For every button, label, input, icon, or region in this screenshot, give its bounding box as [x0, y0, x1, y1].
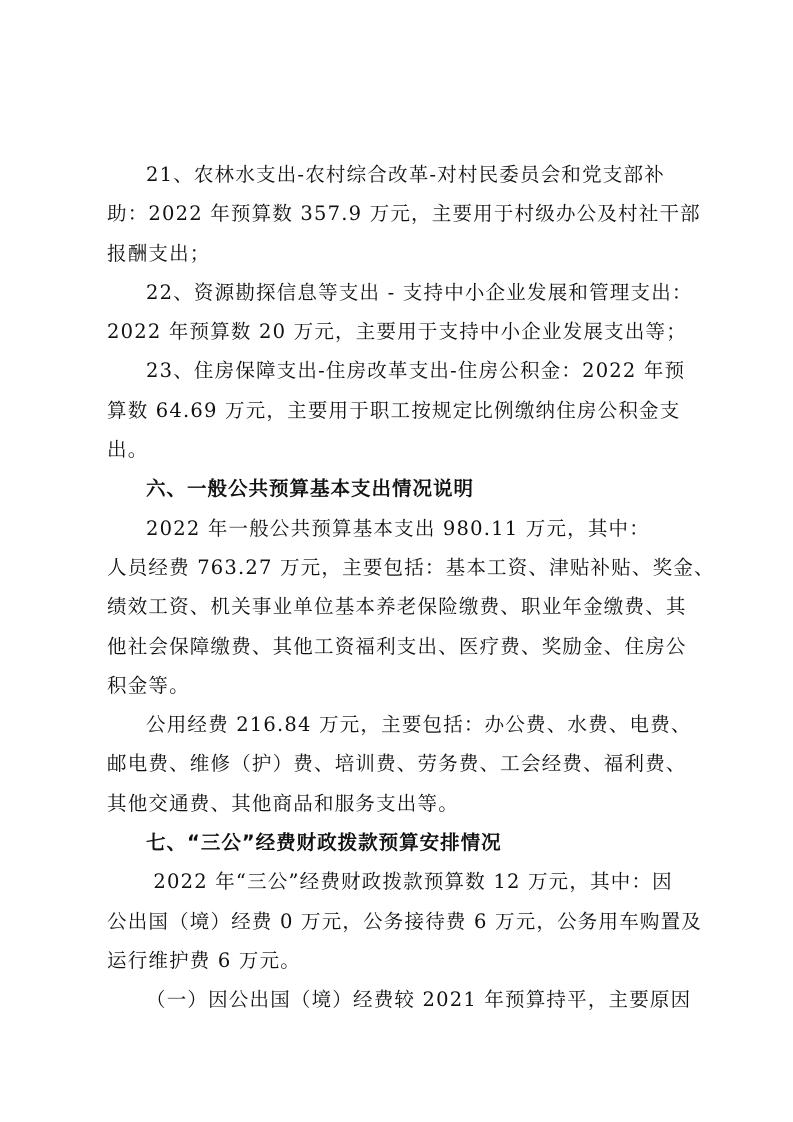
- text-line: 绩效工资、机关事业单位基本养老保险缴费、职业年金缴费、其: [107, 595, 687, 619]
- text-line: 算数 64.69 万元，主要用于职工按规定比例缴纳住房公积金支: [107, 398, 681, 422]
- text-line: 公出国（境）经费 0 万元，公务接待费 6 万元，公务用车购置及: [107, 909, 703, 933]
- text-line: 报酬支出；: [107, 241, 211, 265]
- section-six-heading: 六、一般公共预算基本支出情况说明: [146, 477, 475, 501]
- section-six-intro: 2022 年一般公共预算基本支出 980.11 万元，其中：: [146, 516, 650, 540]
- section-seven-heading: 七、“三公”经费财政拨款预算安排情况: [146, 831, 502, 855]
- paragraph-three-public-summary: [107, 862, 703, 980]
- paragraph-item-21: [107, 155, 701, 273]
- text-line: 公用经费 216.84 万元，主要包括：办公费、水费、电费、: [146, 713, 692, 737]
- text-line: 22、资源勘探信息等支出 - 支持中小企业发展和管理支出：: [146, 280, 693, 304]
- paragraph-personnel-expenses: [107, 548, 715, 705]
- paragraph-sub-one: （一）因公出国（境）经费较 2021 年预算持平，主要原因: [146, 988, 692, 1012]
- text-line: 积金等。: [107, 673, 190, 697]
- text-line: 他社会保障缴费、其他工资福利支出、医疗费、奖励金、住房公: [107, 634, 687, 658]
- text-line: 23、住房保障支出-住房改革支出-住房公积金：2022 年预: [146, 359, 686, 383]
- document-body: [107, 155, 715, 1020]
- text-line: 2022 年“三公”经费财政拨款预算数 12 万元，其中：因: [146, 870, 673, 894]
- paragraph-public-expenses: [107, 705, 693, 823]
- text-line: 21、农林水支出-农村综合改革-对村民委员会和党支部补: [146, 163, 665, 186]
- paragraph-item-22: [107, 273, 693, 352]
- text-line: 2022 年预算数 20 万元，主要用于支持中小企业发展支出等；: [107, 320, 687, 344]
- text-line: 运行维护费 6 万元。: [107, 948, 302, 972]
- paragraph-item-23: [107, 351, 693, 469]
- text-line: 其他交通费、其他商品和服务支出等。: [107, 791, 459, 815]
- text-line: 出。: [107, 438, 149, 462]
- text-line: 人员经费 763.27 万元，主要包括：基本工资、津贴补贴、奖金、: [107, 555, 715, 579]
- text-line: 邮电费、维修（护）费、培训费、劳务费、工会经费、福利费、: [107, 752, 687, 776]
- text-line: 助：2022 年预算数 357.9 万元，主要用于村级办公及村社干部: [107, 202, 701, 226]
